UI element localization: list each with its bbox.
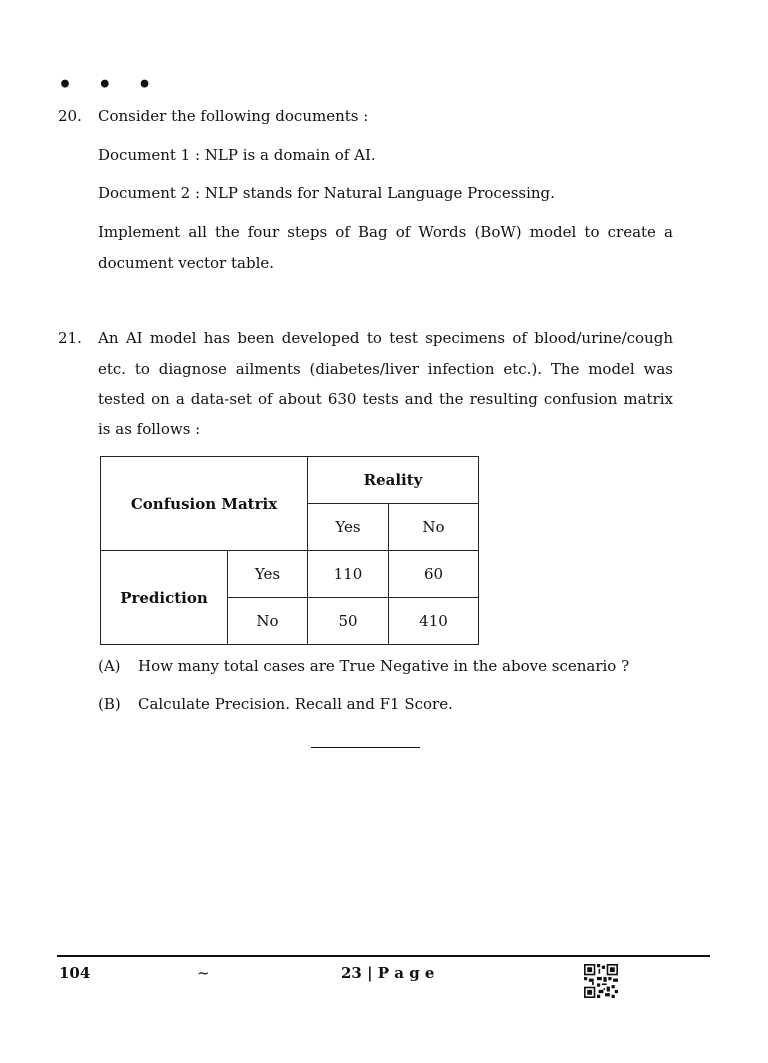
prediction-header: Prediction xyxy=(101,551,228,645)
footer-tilde: ~ xyxy=(197,964,210,982)
question-21-line-2: etc. to diagnose ailments (diabetes/liver infection etc.). The model was xyxy=(98,360,673,378)
question-20-number: 20. xyxy=(58,107,82,125)
part-a-label: (A) xyxy=(98,657,121,675)
cell-yes-no: 60 xyxy=(389,551,479,598)
question-20-document-1: Document 1 : NLP is a domain of AI. xyxy=(98,146,376,164)
reality-no-header: No xyxy=(389,504,479,551)
question-20-document-2: Document 2 : NLP stands for Natural Language Processing. xyxy=(98,184,555,202)
question-20-intro: Consider the following documents : xyxy=(98,107,369,125)
cell-yes-yes: 110 xyxy=(308,551,389,598)
part-b-text: Calculate Precision. Recall and F1 Score. xyxy=(138,695,453,713)
reality-header: Reality xyxy=(308,457,479,504)
part-a-text: How many total cases are True Negative in the above scenario ? xyxy=(138,657,630,675)
reality-yes-header: Yes xyxy=(308,504,389,551)
question-21-line-4: is as follows : xyxy=(98,420,201,438)
footer-divider xyxy=(57,955,710,957)
question-20-task-line-2: document vector table. xyxy=(98,254,275,272)
header-dots: • • • xyxy=(58,72,161,98)
question-21-line-1: An AI model has been developed to test specimens of blood/urine/cough xyxy=(98,329,673,347)
part-b-label: (B) xyxy=(98,695,121,713)
prediction-no-header: No xyxy=(228,598,308,645)
prediction-yes-header: Yes xyxy=(228,551,308,598)
footer-page-number: 23 | P a g e xyxy=(341,964,435,982)
cell-no-no: 410 xyxy=(389,598,479,645)
qr-code-icon xyxy=(584,964,618,998)
cell-no-yes: 50 xyxy=(308,598,389,645)
confusion-matrix-title: Confusion Matrix xyxy=(101,457,308,551)
end-rule xyxy=(311,747,420,748)
confusion-matrix-table xyxy=(100,456,479,645)
question-21-number: 21. xyxy=(58,329,82,347)
footer-code: 104 xyxy=(59,964,91,982)
question-20-task-line-1: Implement all the four steps of Bag of Words (BoW) model to create a xyxy=(98,223,673,241)
question-21-line-3: tested on a data-set of about 630 tests and the resulting confusion matrix xyxy=(98,390,673,408)
